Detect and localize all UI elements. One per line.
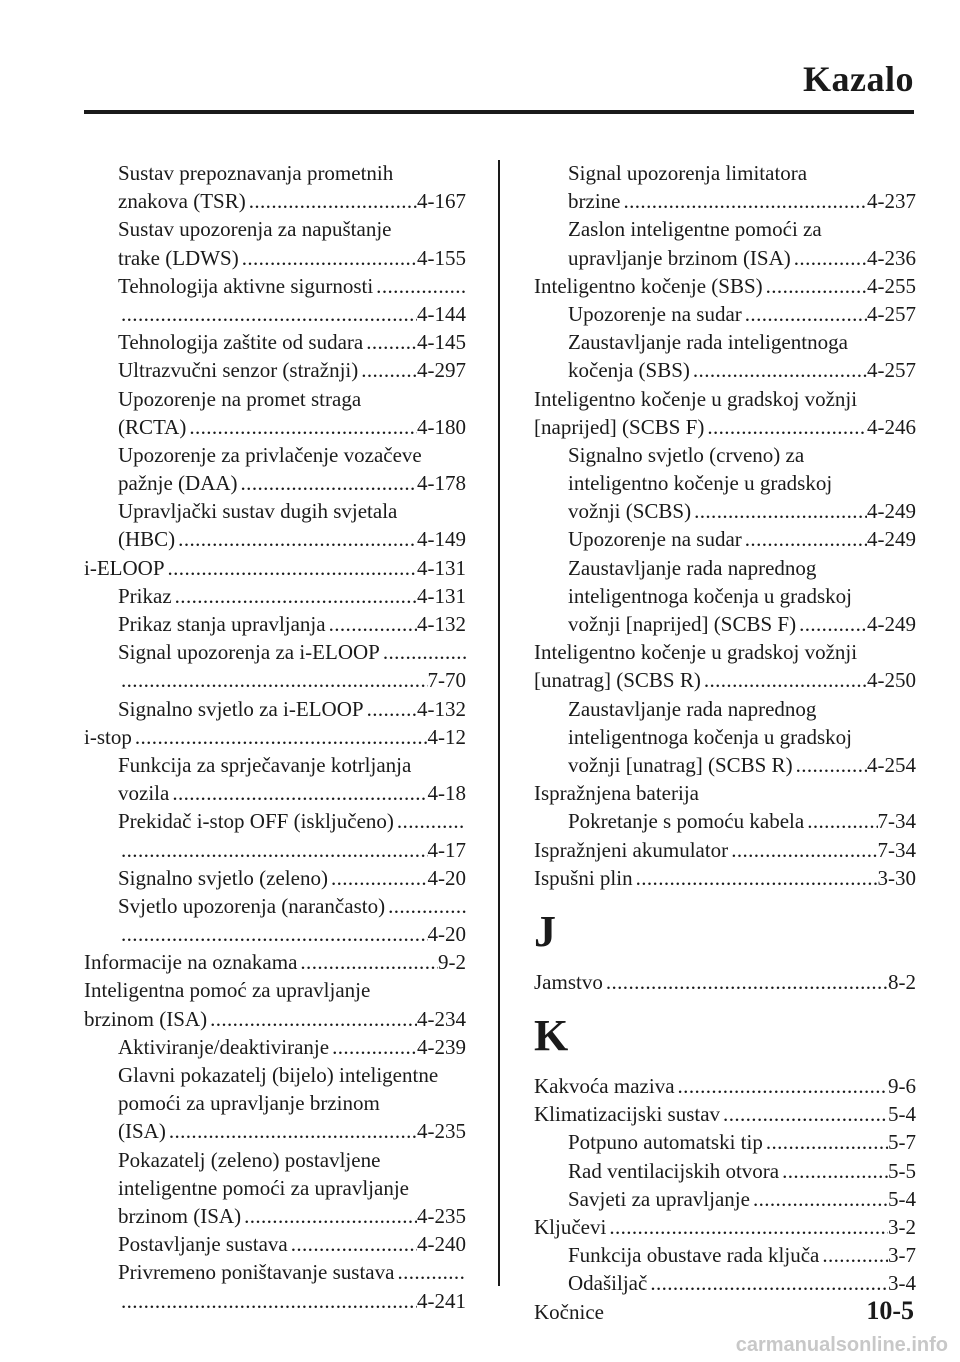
index-subentry bbox=[84, 525, 466, 553]
index-subentry bbox=[534, 582, 916, 610]
dot-leader bbox=[118, 300, 417, 328]
index-subentry bbox=[84, 1033, 466, 1061]
dot-leader bbox=[763, 272, 867, 300]
dot-leader bbox=[207, 1005, 417, 1033]
section-letter-k: K bbox=[534, 1011, 569, 1061]
index-subentry bbox=[84, 1117, 466, 1145]
entry-page-ref: 9-6 bbox=[888, 1074, 916, 1099]
entry-page-ref: 4-249 bbox=[867, 612, 916, 636]
index-subentry bbox=[84, 779, 466, 807]
entry-text: (RCTA) bbox=[118, 414, 187, 439]
entry-page-ref: 4-17 bbox=[427, 837, 466, 862]
entry-page-ref: 4-180 bbox=[417, 414, 466, 439]
index-subentry bbox=[534, 525, 916, 553]
dot-leader bbox=[297, 948, 438, 976]
dot-leader bbox=[166, 1117, 417, 1145]
entry-page-ref: 4-149 bbox=[417, 527, 466, 552]
dot-leader bbox=[380, 638, 466, 666]
entry-text: znakova (TSR) bbox=[118, 189, 246, 214]
entry-text: brzine bbox=[568, 189, 621, 214]
entry-text: Savjeti za upravljanje bbox=[568, 1186, 750, 1211]
entry-page-ref: 4-235 bbox=[417, 1203, 466, 1228]
entry-page-ref: 4-249 bbox=[867, 527, 916, 552]
entry-text: Tehnologija zaštite od sudara bbox=[118, 330, 364, 355]
entry-text: (ISA) bbox=[118, 1119, 166, 1144]
index-subentry bbox=[84, 413, 466, 441]
dot-leader bbox=[118, 836, 428, 864]
index-subentry bbox=[84, 356, 466, 384]
entry-text: Upozorenje na promet straga bbox=[118, 386, 362, 411]
index-entry bbox=[534, 968, 916, 996]
dot-leader bbox=[246, 187, 417, 215]
index-subentry bbox=[534, 497, 916, 525]
entry-page-ref: 3-7 bbox=[888, 1243, 916, 1268]
entry-page-ref: 7-70 bbox=[427, 668, 466, 693]
entry-page-ref: 3-4 bbox=[888, 1271, 916, 1296]
index-subentry bbox=[84, 1202, 466, 1230]
index-entry bbox=[534, 413, 916, 441]
entry-text: Upozorenje na sudar bbox=[568, 301, 742, 326]
entry-text: Prikaz bbox=[118, 583, 172, 608]
page-header-title: Kazalo bbox=[803, 59, 914, 99]
entry-page-ref: 4-240 bbox=[417, 1232, 466, 1257]
entry-text: vozila bbox=[118, 781, 170, 806]
entry-page-ref: 4-155 bbox=[417, 245, 466, 270]
index-subentry bbox=[84, 610, 466, 638]
dot-leader bbox=[793, 751, 867, 779]
index-subentry bbox=[534, 244, 916, 272]
entry-page-ref: 4-145 bbox=[417, 330, 466, 355]
dot-leader bbox=[238, 469, 417, 497]
entry-text: Tehnologija aktivne sigurnosti bbox=[118, 273, 374, 298]
index-entry bbox=[534, 836, 916, 864]
section-letter-j: J bbox=[534, 906, 556, 956]
index-subentry bbox=[534, 187, 916, 215]
dot-leader bbox=[603, 968, 888, 996]
index-subentry bbox=[84, 328, 466, 356]
index-subentry bbox=[84, 1258, 466, 1286]
entry-page-ref: 4-250 bbox=[867, 668, 916, 693]
entry-text: Signal upozorenja za i-ELOOP bbox=[118, 640, 380, 665]
index-subentry bbox=[534, 610, 916, 638]
index-entry bbox=[534, 1298, 916, 1326]
entry-text: Ultrazvučni senzor (stražnji) bbox=[118, 358, 359, 383]
dot-leader bbox=[742, 525, 867, 553]
index-entry bbox=[84, 1005, 466, 1033]
index-subentry bbox=[534, 1269, 916, 1297]
index-subentry bbox=[84, 244, 466, 272]
dot-leader bbox=[633, 864, 878, 892]
dot-leader bbox=[118, 666, 428, 694]
entry-text: Postavljanje sustava bbox=[118, 1232, 288, 1257]
entry-text: Sustav prepoznavanja prometnih bbox=[118, 161, 394, 185]
entry-text: kočenja (SBS) bbox=[568, 358, 690, 383]
entry-text: Zaustavljanje rada naprednog bbox=[568, 696, 817, 721]
entry-text: inteligentno kočenje u gradskoj bbox=[568, 471, 833, 496]
entry-page-ref: 4-237 bbox=[867, 189, 916, 214]
entry-text: Signalno svjetlo za i-ELOOP bbox=[118, 696, 364, 721]
entry-page-ref: 4-20 bbox=[427, 922, 466, 947]
entry-text: Rad ventilacijskih otvora bbox=[568, 1158, 780, 1183]
index-subentry bbox=[84, 920, 466, 948]
index-entry bbox=[84, 723, 466, 751]
index-entry bbox=[534, 864, 916, 892]
index-subentry bbox=[84, 638, 466, 666]
dot-leader bbox=[620, 187, 867, 215]
dot-leader bbox=[328, 864, 428, 892]
entry-text: inteligentne pomoći za upravljanje bbox=[118, 1175, 409, 1200]
entry-text: Ključevi bbox=[534, 1215, 607, 1239]
entry-text: Zaustavljanje rada inteligentnoga bbox=[568, 330, 848, 355]
dot-leader bbox=[779, 1157, 888, 1185]
entry-text: Signalno svjetlo (zeleno) bbox=[118, 865, 328, 890]
index-subentry bbox=[84, 469, 466, 497]
index-subentry bbox=[534, 469, 916, 497]
dot-leader bbox=[288, 1230, 417, 1258]
index-subentry bbox=[534, 1157, 916, 1185]
entry-text: Zaustavljanje rada naprednog bbox=[568, 555, 817, 580]
index-subentry bbox=[84, 1146, 466, 1174]
entry-text: Ispušni plin bbox=[534, 865, 633, 890]
index-subentry bbox=[84, 1089, 466, 1117]
dot-leader bbox=[358, 356, 417, 384]
dot-leader bbox=[363, 328, 417, 356]
entry-text: Glavni pokazatelj (bijelo) inteligentne bbox=[118, 1063, 439, 1087]
index-entry bbox=[534, 779, 916, 807]
entry-page-ref: 4-236 bbox=[867, 245, 916, 270]
entry-text: inteligentnoga kočenja u gradskoj bbox=[568, 583, 853, 608]
index-subentry bbox=[534, 1185, 916, 1213]
index-subentry bbox=[84, 215, 466, 243]
entry-page-ref: 5-5 bbox=[888, 1158, 916, 1183]
index-entry bbox=[534, 1100, 916, 1128]
dot-leader bbox=[750, 1185, 888, 1213]
entry-page-ref: 3-2 bbox=[888, 1215, 916, 1239]
entry-text: Upozorenje na sudar bbox=[568, 527, 742, 552]
index-subentry bbox=[84, 1287, 466, 1315]
entry-text: Prikaz stanja upravljanja bbox=[118, 612, 326, 636]
entry-page-ref: 4-178 bbox=[417, 471, 466, 496]
dot-leader bbox=[118, 1287, 417, 1315]
entry-page-ref: 4-131 bbox=[417, 583, 466, 608]
dot-leader bbox=[239, 244, 417, 272]
entry-text: Aktiviranje/deaktiviranje bbox=[118, 1034, 330, 1059]
entry-page-ref: 4-235 bbox=[417, 1119, 466, 1144]
entry-page-ref: 4-131 bbox=[417, 555, 466, 580]
index-subentry bbox=[84, 1230, 466, 1258]
page-number: 10-5 bbox=[866, 1296, 914, 1325]
entry-text: (HBC) bbox=[118, 527, 176, 552]
index-subentry bbox=[534, 723, 916, 751]
index-subentry bbox=[534, 1128, 916, 1156]
entry-page-ref: 4-254 bbox=[867, 752, 916, 777]
index-subentry bbox=[84, 300, 466, 328]
index-subentry bbox=[84, 666, 466, 694]
entry-text: Zaslon inteligentne pomoći za bbox=[568, 217, 822, 242]
index-subentry bbox=[84, 159, 466, 187]
header-rule bbox=[84, 110, 914, 114]
dot-leader bbox=[394, 1258, 466, 1286]
index-block-i-continued bbox=[534, 159, 916, 892]
dot-leader bbox=[373, 272, 466, 300]
entry-text: Funkcija za sprječavanje kotrljanja bbox=[118, 752, 412, 777]
dot-leader bbox=[742, 300, 867, 328]
entry-text: Upravljački sustav dugih svjetala bbox=[118, 499, 398, 524]
entry-page-ref: 4-246 bbox=[867, 414, 916, 439]
dot-leader bbox=[364, 695, 417, 723]
entry-text: Signal upozorenja limitatora bbox=[568, 161, 808, 185]
entry-text: Upozorenje za privlačenje vozačeve bbox=[118, 442, 422, 467]
index-subentry bbox=[534, 441, 916, 469]
index-block-j bbox=[534, 968, 916, 996]
entry-text: pomoći za upravljanje brzinom bbox=[118, 1091, 380, 1116]
index-entry bbox=[534, 385, 916, 413]
entry-page-ref: 4-144 bbox=[417, 301, 466, 326]
entry-page-ref: 4-239 bbox=[417, 1034, 466, 1059]
index-entry bbox=[84, 976, 466, 1004]
entry-page-ref: 4-167 bbox=[417, 189, 466, 214]
entry-text: [unatrag] (SCBS R) bbox=[534, 668, 701, 693]
index-subentry bbox=[84, 864, 466, 892]
entry-text: Svjetlo upozorenja (narančasto) bbox=[118, 893, 386, 918]
dot-leader bbox=[804, 807, 877, 835]
entry-page-ref: 7-34 bbox=[877, 809, 916, 834]
entry-text: Inteligentno kočenje (SBS) bbox=[534, 273, 763, 298]
entry-text: Kočnice bbox=[534, 1299, 604, 1324]
index-subentry bbox=[534, 356, 916, 384]
entry-page-ref: 4-241 bbox=[417, 1288, 466, 1313]
dot-leader bbox=[385, 892, 466, 920]
watermark: carmanualsonline.info bbox=[735, 1334, 948, 1356]
column-divider bbox=[498, 160, 500, 1286]
index-entry bbox=[84, 554, 466, 582]
index-entry bbox=[534, 1213, 916, 1241]
entry-text: Informacije na oznakama bbox=[84, 950, 298, 975]
dot-leader bbox=[796, 610, 867, 638]
entry-text: i-ELOOP bbox=[84, 555, 165, 580]
entry-text: Pokazatelj (zeleno) postavljene bbox=[118, 1147, 381, 1172]
entry-text: Ispražnjeni akumulator bbox=[534, 837, 729, 862]
entry-text: Inteligentno kočenje u gradskoj vožnji bbox=[534, 640, 858, 665]
index-subentry bbox=[84, 582, 466, 610]
index-subentry bbox=[84, 695, 466, 723]
entry-text: trake (LDWS) bbox=[118, 245, 239, 270]
dot-leader bbox=[647, 1269, 888, 1297]
entry-text: Ispražnjena baterija bbox=[534, 781, 699, 806]
index-column-left bbox=[84, 159, 466, 1315]
entry-text: vožnji [naprijed] (SCBS F) bbox=[568, 612, 797, 636]
index-subentry bbox=[84, 892, 466, 920]
index-subentry bbox=[84, 441, 466, 469]
dot-leader bbox=[326, 610, 417, 638]
entry-page-ref: 4-249 bbox=[867, 499, 916, 524]
entry-text: Inteligentno kočenje u gradskoj vožnji bbox=[534, 386, 858, 411]
entry-text: brzinom (ISA) bbox=[118, 1203, 242, 1228]
index-entry bbox=[534, 272, 916, 300]
index-entry bbox=[534, 1072, 916, 1100]
index-subentry bbox=[534, 300, 916, 328]
entry-text: Klimatizacijski sustav bbox=[534, 1102, 721, 1127]
entry-page-ref: 4-255 bbox=[867, 273, 916, 298]
index-subentry bbox=[84, 836, 466, 864]
entry-text: [naprijed] (SCBS F) bbox=[534, 414, 705, 439]
index-subentry bbox=[534, 215, 916, 243]
entry-text: Prekidač i-stop OFF (isključeno) bbox=[118, 809, 394, 834]
entry-page-ref: 9-2 bbox=[438, 950, 466, 975]
entry-text: upravljanje brzinom (ISA) bbox=[568, 245, 791, 270]
entry-text: Sustav upozorenja za napuštanje bbox=[118, 217, 392, 242]
entry-page-ref: 3-30 bbox=[877, 865, 916, 890]
dot-leader bbox=[701, 666, 867, 694]
entry-page-ref: 4-12 bbox=[427, 724, 466, 749]
dot-leader bbox=[175, 525, 417, 553]
dot-leader bbox=[172, 582, 417, 610]
index-entry bbox=[84, 948, 466, 976]
dot-leader bbox=[691, 497, 867, 525]
entry-text: Inteligentna pomoć za upravljanje bbox=[84, 978, 371, 1003]
index-subentry bbox=[534, 1241, 916, 1269]
index-subentry bbox=[84, 385, 466, 413]
dot-leader bbox=[118, 920, 428, 948]
index-subentry bbox=[84, 272, 466, 300]
dot-leader bbox=[132, 723, 428, 751]
index-subentry bbox=[84, 751, 466, 779]
entry-text: Kakvoća maziva bbox=[534, 1074, 675, 1099]
entry-page-ref: 4-20 bbox=[427, 865, 466, 890]
entry-page-ref: 4-257 bbox=[867, 358, 916, 383]
index-subentry bbox=[534, 695, 916, 723]
entry-text: Potpuno automatski tip bbox=[568, 1130, 763, 1155]
dot-leader bbox=[165, 554, 418, 582]
entry-page-ref: 4-132 bbox=[417, 696, 466, 721]
entry-text: Privremeno poništavanje sustava bbox=[118, 1260, 395, 1285]
entry-page-ref: 4-132 bbox=[417, 612, 466, 636]
index-subentry bbox=[84, 1174, 466, 1202]
dot-leader bbox=[394, 807, 466, 835]
entry-page-ref: 4-234 bbox=[417, 1006, 466, 1031]
dot-leader bbox=[704, 413, 867, 441]
dot-leader bbox=[763, 1128, 888, 1156]
index-column-right bbox=[534, 159, 916, 1326]
dot-leader bbox=[606, 1213, 888, 1241]
entry-page-ref: 4-297 bbox=[417, 358, 466, 383]
entry-text: brzinom (ISA) bbox=[84, 1006, 208, 1031]
entry-page-ref: 5-4 bbox=[888, 1102, 916, 1127]
dot-leader bbox=[169, 779, 427, 807]
index-subentry bbox=[534, 159, 916, 187]
entry-text: vožnji [unatrag] (SCBS R) bbox=[568, 752, 793, 777]
dot-leader bbox=[690, 356, 867, 384]
index-entry bbox=[534, 638, 916, 666]
entry-page-ref: 8-2 bbox=[888, 969, 916, 994]
entry-text: inteligentnoga kočenja u gradskoj bbox=[568, 724, 853, 749]
index-subentry bbox=[84, 497, 466, 525]
entry-text: Jamstvo bbox=[534, 969, 603, 994]
entry-page-ref: 5-4 bbox=[888, 1186, 916, 1211]
index-subentry bbox=[84, 1061, 466, 1089]
entry-page-ref: 4-18 bbox=[427, 781, 466, 806]
dot-leader bbox=[791, 244, 867, 272]
index-subentry bbox=[534, 554, 916, 582]
entry-text: Funkcija obustave rada ključa bbox=[568, 1243, 820, 1268]
entry-text: Odašiljač bbox=[568, 1271, 648, 1296]
index-block-k bbox=[534, 1072, 916, 1326]
dot-leader bbox=[728, 836, 877, 864]
index-subentry bbox=[534, 751, 916, 779]
dot-leader bbox=[186, 413, 417, 441]
entry-text: vožnji (SCBS) bbox=[568, 499, 692, 524]
entry-text: i-stop bbox=[84, 724, 132, 749]
dot-leader bbox=[720, 1100, 888, 1128]
entry-page-ref: 4-257 bbox=[867, 301, 916, 326]
dot-leader bbox=[675, 1072, 888, 1100]
entry-text: pažnje (DAA) bbox=[118, 471, 238, 496]
index-entry bbox=[534, 666, 916, 694]
index-subentry bbox=[534, 328, 916, 356]
entry-text: Signalno svjetlo (crveno) za bbox=[568, 442, 805, 467]
dot-leader bbox=[329, 1033, 417, 1061]
dot-leader bbox=[241, 1202, 417, 1230]
index-subentry bbox=[84, 187, 466, 215]
entry-page-ref: 5-7 bbox=[888, 1130, 916, 1155]
dot-leader bbox=[819, 1241, 888, 1269]
index-subentry bbox=[534, 807, 916, 835]
entry-page-ref: 7-34 bbox=[877, 837, 916, 862]
index-subentry bbox=[84, 807, 466, 835]
entry-text: Pokretanje s pomoću kabela bbox=[568, 809, 805, 834]
